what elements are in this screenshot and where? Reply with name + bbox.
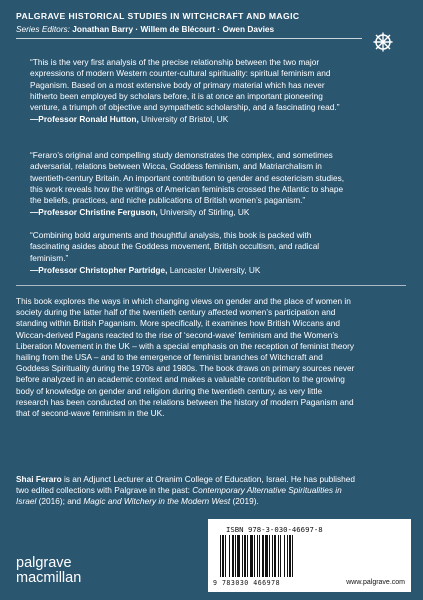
book-title-2: Magic and Witchery in the Modern West (83, 496, 231, 507)
isbn-box (208, 519, 411, 592)
quote-attribution (30, 207, 348, 218)
bio-text (16, 474, 356, 508)
series-editors-names: Jonathan Barry · Willem de Blécourt · Owen Davies (72, 24, 275, 34)
publisher-logo (16, 556, 81, 586)
review-quote-2 (30, 150, 348, 219)
review-quote-1 (30, 57, 348, 126)
quote-affiliation: University of Bristol, UK (138, 114, 229, 125)
quote-affiliation: Lancaster University, UK (167, 264, 261, 275)
quote-text: “Combining bold arguments and thoughtful analysis, this book is packed with fascinating asides about the Goddess movement, British occultism, and radical feminism.” (30, 230, 320, 263)
quote-author: —Professor Christine Ferguson, (30, 207, 158, 218)
quote-author: —Professor Ronald Hutton, (30, 114, 139, 125)
publisher-name-line2: macmillan (16, 570, 82, 586)
quote-attribution (30, 265, 348, 276)
quote-text: “This is the very first analysis of the precise relationship between the two major expressions of modern Western counter-cultural spirituality: spiritual feminism and Paganism. Based on a most extensive body of primary material which has never hitherto been employed by scholars before, it is at once an important pioneering venture, a triumph of objective and sympathetic scholarship, and a fascinating read.” (30, 57, 340, 113)
review-quote-3 (30, 230, 348, 276)
publisher-url: www.palgrave.com (346, 579, 405, 586)
bio-text-part: (2016); and (36, 496, 84, 507)
author-bio (16, 474, 356, 508)
series-editors-label: Series Editors: (16, 24, 70, 34)
book-description (16, 296, 356, 419)
book-title-1: Contemporary Alternative Spiritualities in Israel (16, 485, 342, 507)
palgrave-emblem-icon (372, 31, 394, 53)
quote-text: “Feraro’s original and compelling study demonstrates the complex, and sometimes adversarial, relations between Wicca, Goddess feminism, and Matriarchalism in twentieth-century Britain. An important contribution to gender and esotericism studies, this work reveals how the writings of American feminists crossed the Atlantic to shape the beliefs, practices, and niche publications of British women’s paganism.” (30, 150, 345, 206)
description-text: This book explores the ways in which changing views on gender and the place of women in society during the latter half of the twentieth century affected women’s participation and standing within British Paganism. More specifically, it examines how British Wiccans and Wiccan-derived Pagans reacted to the rise of ‘second-wave’ feminism and the Women’s Liberation Movement in the UK – with a special emphasis on the reception of feminist theory hailing from the USA – and to the emergence of feminist branches of Witchcraft and Goddess Spirituality during the 1970s and 1980s. The book draws on primary sources never before analyzed in an academic context and makes a valuable contribution to the growing body of knowledge on gender and religion during the twentieth century, as very little research has been conducted on the relations between the history of modern Paganism and that of second-wave feminism in the UK. (16, 296, 355, 419)
series-title: PALGRAVE HISTORICAL STUDIES IN WITCHCRAFT AND MAGIC (16, 11, 300, 21)
author-name: Shai Feraro (16, 474, 62, 484)
quote-attribution (30, 114, 348, 125)
quote-author: —Professor Christopher Partridge, (30, 264, 168, 275)
bio-text-part: (2019). (230, 496, 259, 507)
header-divider (16, 38, 362, 39)
barcode-digits: 9 783030 466978 (213, 579, 281, 587)
barcode-icon (218, 535, 326, 577)
section-divider (16, 285, 406, 286)
series-editors (16, 24, 274, 34)
publisher-name-line1: palgrave (16, 555, 72, 571)
bio-text-part: is an Adjunct Lecturer at Oranim College of Education, Israel. He has published two edited collections with Palgrave in the past: (16, 474, 355, 496)
quote-affiliation: University of Stirling, UK (157, 207, 250, 218)
isbn-label: ISBN 978-3-030-46697-8 (226, 525, 323, 534)
